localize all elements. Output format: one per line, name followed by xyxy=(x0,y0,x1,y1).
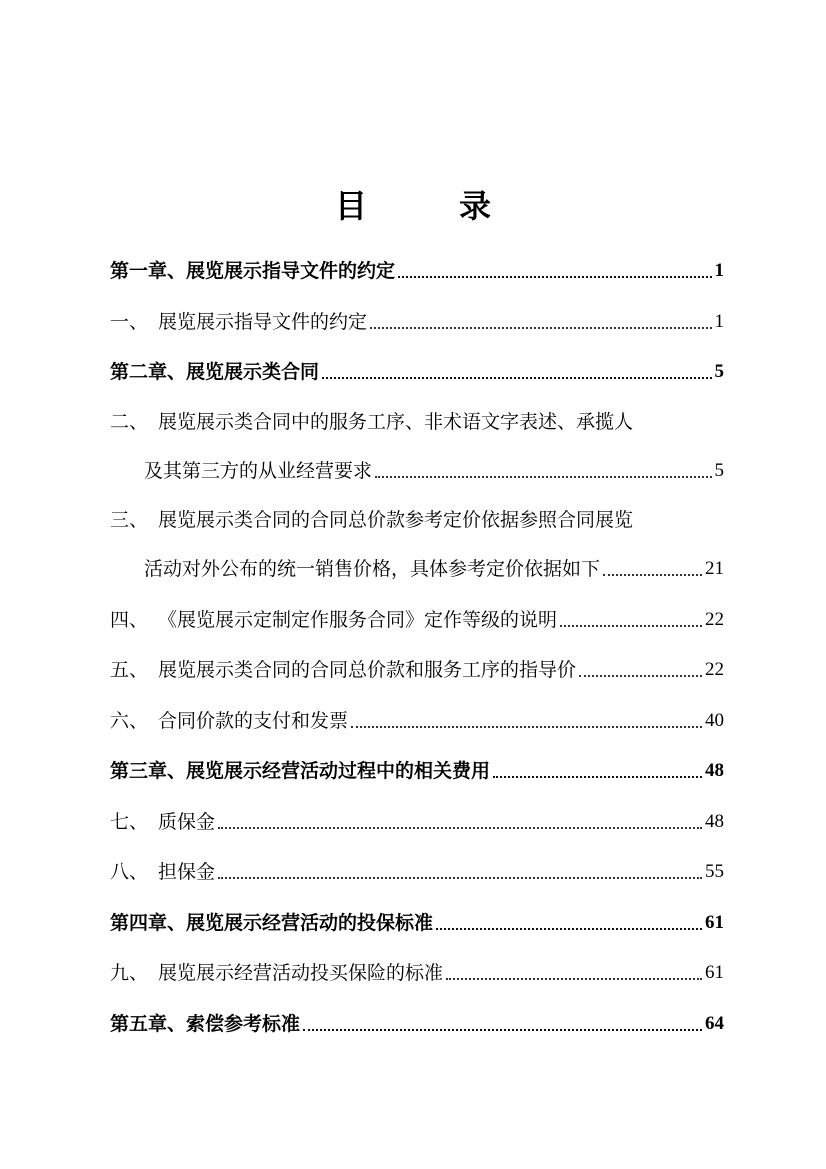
toc-section-number: 八、 xyxy=(110,861,149,884)
toc-entry-text: 展览展示经营活动投买保险的标准 xyxy=(158,962,444,985)
toc-entry-text: 第二章、展览展示类合同 xyxy=(110,361,320,384)
toc-page-number: 55 xyxy=(705,861,724,883)
toc-entry-text: 第四章、展览展示经营活动的投保标准 xyxy=(110,911,434,934)
toc-entry-text: 《展览展示定制定作服务合同》定作等级的说明 xyxy=(158,608,558,631)
dot-leader xyxy=(560,625,702,627)
dot-leader xyxy=(446,978,702,980)
toc-page-number: 22 xyxy=(705,659,724,681)
toc-chapter-2[interactable] xyxy=(110,347,724,398)
toc-section-2-continued[interactable] xyxy=(110,446,724,497)
toc-page-number: 64 xyxy=(705,1012,724,1034)
toc-entry-text: 活动对外公布的统一销售价格，具体参考定价依据如下 xyxy=(144,558,601,581)
toc-page-number: 5 xyxy=(714,361,724,383)
toc-page-number: 61 xyxy=(705,911,724,933)
toc-entry-text: 第三章、展览展示经营活动过程中的相关费用 xyxy=(110,760,491,783)
dot-leader xyxy=(493,776,702,778)
toc-page-number: 48 xyxy=(705,760,724,782)
toc-page-number: 1 xyxy=(714,260,724,282)
toc-entry-text: 担保金 xyxy=(158,861,216,884)
toc-section-number: 三、 xyxy=(110,509,149,531)
toc-entry-text: 及其第三方的从业经营要求 xyxy=(144,459,373,482)
dot-leader xyxy=(579,675,702,677)
toc-section-5[interactable] xyxy=(110,645,724,696)
dot-leader xyxy=(370,327,711,329)
toc-title: 目 录 xyxy=(334,187,521,225)
dot-leader xyxy=(218,877,702,879)
toc-section-2[interactable] xyxy=(110,398,724,446)
toc-section-6[interactable] xyxy=(110,696,724,747)
dot-leader xyxy=(375,476,711,478)
toc-page-number: 22 xyxy=(705,608,724,630)
toc-section-number: 七、 xyxy=(110,810,149,833)
toc-section-number: 九、 xyxy=(110,962,149,985)
toc-section-3-continued[interactable] xyxy=(110,544,724,595)
toc-section-number: 六、 xyxy=(110,709,149,732)
toc-section-number: 四、 xyxy=(110,608,149,631)
toc-page-number: 48 xyxy=(705,810,724,832)
toc-page-number: 40 xyxy=(705,709,724,731)
toc-entry-text: 展览展示类合同的合同总价款参考定价依据参照合同展览 xyxy=(158,509,634,531)
toc-entry-text: 展览展示类合同中的服务工序、非术语文字表述、承揽人 xyxy=(158,410,634,433)
toc-chapter-4[interactable] xyxy=(110,898,724,949)
toc-entry-text: 第五章、索偿参考标准 xyxy=(110,1012,301,1035)
toc-entry-text: 展览展示指导文件的约定 xyxy=(158,310,368,333)
toc-section-number: 五、 xyxy=(110,659,149,682)
dot-leader xyxy=(351,726,702,728)
toc-section-4[interactable] xyxy=(110,595,724,646)
toc-section-9[interactable] xyxy=(110,948,724,999)
toc-entry-text: 合同价款的支付和发票 xyxy=(158,709,349,732)
toc-section-number: 一、 xyxy=(110,310,149,333)
dot-leader xyxy=(322,377,711,379)
toc-section-number: 二、 xyxy=(110,410,149,433)
toc-section-7[interactable] xyxy=(110,797,724,848)
dot-leader xyxy=(398,276,711,278)
toc-page-number: 21 xyxy=(705,558,724,580)
toc-section-8[interactable] xyxy=(110,847,724,898)
toc-chapter-3[interactable] xyxy=(110,746,724,797)
toc-page-number: 61 xyxy=(705,962,724,984)
toc-entry-text: 第一章、展览展示指导文件的约定 xyxy=(110,260,396,283)
toc-entry-text: 展览展示类合同的合同总价款和服务工序的指导价 xyxy=(158,659,577,682)
dot-leader xyxy=(218,827,702,829)
dot-leader xyxy=(436,928,702,930)
toc-page-number: 5 xyxy=(714,459,724,481)
toc-chapter-1[interactable] xyxy=(110,246,724,297)
dot-leader xyxy=(603,574,702,576)
toc-section-3[interactable] xyxy=(110,496,724,544)
toc-section-1[interactable] xyxy=(110,297,724,348)
toc-chapter-5[interactable] xyxy=(110,999,724,1050)
toc-page-number: 1 xyxy=(714,310,724,332)
dot-leader xyxy=(303,1029,702,1031)
table-of-contents xyxy=(110,246,724,1049)
toc-entry-text: 质保金 xyxy=(158,810,216,833)
